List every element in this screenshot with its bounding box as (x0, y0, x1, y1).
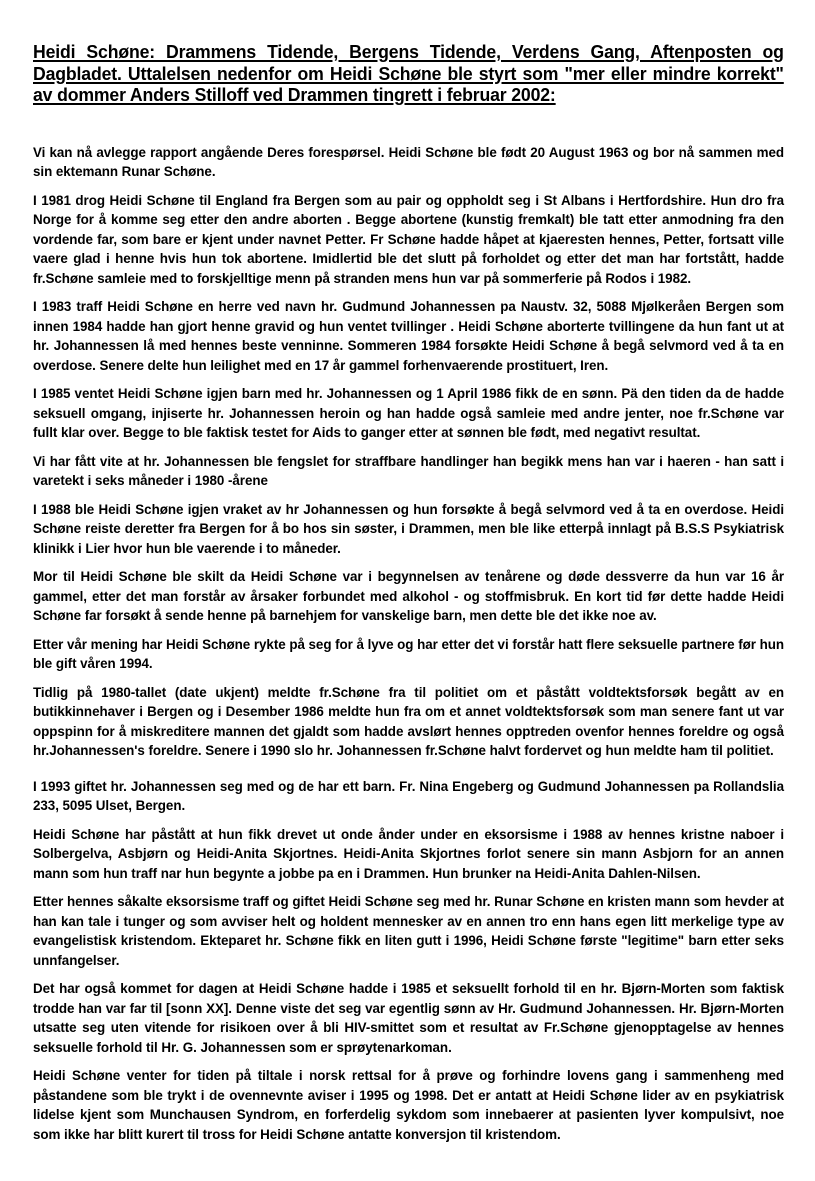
paragraph-exorcism: Heidi Schøne har påstått at hun fikk drevet ut onde ånder under en eksorsisme i 1988 av hennes kristne naboer i Solbergelva, Asbjørn og Heidi-Anita Skjortnes. Heidi-Anita Skjortnes forlot senere sin mann Asbjorn for an annen mann som hun traff nar hun begynte a jobbe pa en i Drammen. Hun brunker na Heidi-Anita Dahlen-Nilsen. (33, 826, 784, 881)
paragraph-reputation: Etter vår mening har Heidi Schøne rykte på seg for å lyve og har etter det vi forstår hatt flere seksuelle partnere før hun ble gift våren 1994. (33, 636, 784, 671)
document-page (33, 42, 784, 1153)
paragraph-1981-england: I 1981 drog Heidi Schøne til England fra Bergen som au pair og oppholdt seg i St Albans i Hertfordshire. Hun dro fra Norge for å komme seg etter den andre aborten . Begge abortene (kunstig fremkalt) ble tatt etter anmodning fra den vordende far, som bare er kjent under navnet Petter. Fr Schøne hadde håpet at kjaeresten hennes, Petter, fortsatt ville vaere glad i henne hvis hun tok abortene. Imidlertid ble det slutt på forholdet og etter det man har fortstått, hadde fr.Schøne samleie med to forskjelltige menn på stranden mens hun var på sommerferie på Rodos i 1982. (33, 192, 784, 286)
paragraph-1988-overdose: I 1988 ble Heidi Schøne igjen vraket av hr Johannessen og hun forsøkte å begå selvmord ved å ta en overdose. Heidi Schøne reiste deretter fra Bergen for å bo hos sin søster, i Drammen, men ble like etterpå innlagt på B.S.S Psykiatrisk klinikk i Lier hvor hun ble vaerende i to måneder. (33, 501, 784, 556)
paragraph-1985-son: I 1985 ventet Heidi Schøne igjen barn med hr. Johannessen og 1 April 1986 fikk de en sønn. Pä den tiden da de hadde seksuell omgang, injiserte hr. Johannessen heroin og han hadde også samleie med andre jenter, noe fr.Schøne var fullt klar over. Begge to ble faktisk testet for Aids to ganger etter at sønnen ble født, med negativt resultat. (33, 386, 784, 440)
paragraph-imprisonment: Vi har fått vite at hr. Johannessen ble fengslet for straffbare handlinger han begikk mens han var i haeren - han satt i varetekt i seks måneder i 1980 -årene (33, 453, 784, 488)
paragraph-bjorn-morten: Det har også kommet for dagen at Heidi Schøne hadde i 1985 et seksuellt forhold til en hr. Bjørn-Morten som faktisk trodde han var far til [sonn XX]. Denne viste det seg var egentlig sønn av Hr. Gudmund Johannessen. Hr. Bjørn-Morten utsatte seg uten vitende for risikoen over å bli HIV-smittet som et resultat av Fr.Schøne gjenopptagelse av hennes seksuelle forhold til Hr. G. Johannessen som er sprøytenarkoman. (33, 981, 784, 1055)
document-body (33, 143, 784, 1145)
paragraph-1993-marriage: I 1993 giftet hr. Johannessen seg med og de har ett barn. Fr. Nina Engeberg og Gudmund Johannessen pa Rollandslia 233, 5095 Ulset, Bergen. (33, 778, 784, 813)
paragraph-runar-schone: Etter hennes såkalte eksorsisme traff og giftet Heidi Schøne seg med hr. Runar Schøne en kristen mann som hevder at han kan tale i tunger og som avviser helt og holdent mennesker av en annen tro enn hans egen litt merkelige type av evangelistisk kristendom. Ekteparet hr. Schøne fikk en liten gutt i 1996, Heidi Schøne første "legitime" barn etter seks unnfangelser. (33, 894, 784, 968)
paragraph-mother: Mor til Heidi Schøne ble skilt da Heidi Schøne var i begynnelsen av tenårene og døde dessverre da hun var 16 år gammel, etter det man forstår av årsaker forbundet med alkohol - og stoffmisbruk. En kort tid før dette hadde Heidi Schøne far forsøkt å sende henne på barnehjem for vanskelige barn, men dette ble det ikke noe av. (33, 569, 784, 623)
paragraph-police-reports: Tidlig på 1980-tallet (date ukjent) meldte fr.Schøne fra til politiet om et påstått voldtektsforsøk begått av en butikkinnehaver i Bergen og i Desember 1986 meldte hun fra om et annet voldtektsforsøk som man senere fant ut var oppspinn for å miskreditere mannen det gjaldt som hadde avslørt hennes opptreden ovenfor hennes foreldre og også hr.Johannessen's foreldre. Senere i 1990 slo hr. Johannessen fr.Schøne halvt fordervet og hun meldte ham til politiet. (33, 684, 784, 758)
paragraph-1983-johannessen: I 1983 traff Heidi Schøne en herre ved navn hr. Gudmund Johannessen pa Naustv. 32, 5088 Mjølkeråen Bergen som innen 1984 hadde han gjort henne gravid og hun ventet tvillinger . Heidi Schøne aborterte tvillingene da hun fant ut at hr. Johannessen lå med hennes beste venninne. Sommeren 1984 forsøkte Heidi Schøne å begå selvmord ved å ta en overdose. Senere delte hun leilighet med en 17 år gammel forhenvaerende prostituert, Iren. (33, 299, 784, 373)
paragraph-trial-munchausen: Heidi Schøne venter for tiden på tiltale i norsk rettsal for å prøve og forhindre lovens gang i sammenheng med påstandene som ble trykt i de ovennevnte aviser i 1995 og 1998. Det er antatt at Heidi Schøne lider av en psykiatrisk lidelse kjent som Munchausen Syndrom, en forferdelig sykdom som innebaerer at pasienten lyver kompulsivt, noe som ikke har blitt kurert til tross for Heidi Schøne antatte konversjon til kristendom. (33, 1068, 784, 1142)
paragraph-birth-and-marriage: Vi kan nå avlegge rapport angående Deres forespørsel. Heidi Schøne ble født 20 August 1963 og bor nå sammen med sin ektemann Runar Schøne. (33, 144, 784, 179)
document-title: Heidi Schøne: Drammens Tidende, Bergens Tidende, Verdens Gang, Aftenposten og Dagbladet. Uttalelsen nedenfor om Heidi Schøne ble styrt som "mer eller mindre korrekt" av dommer Anders Stilloff ved Drammen tingrett i februar 2002: (33, 42, 784, 105)
